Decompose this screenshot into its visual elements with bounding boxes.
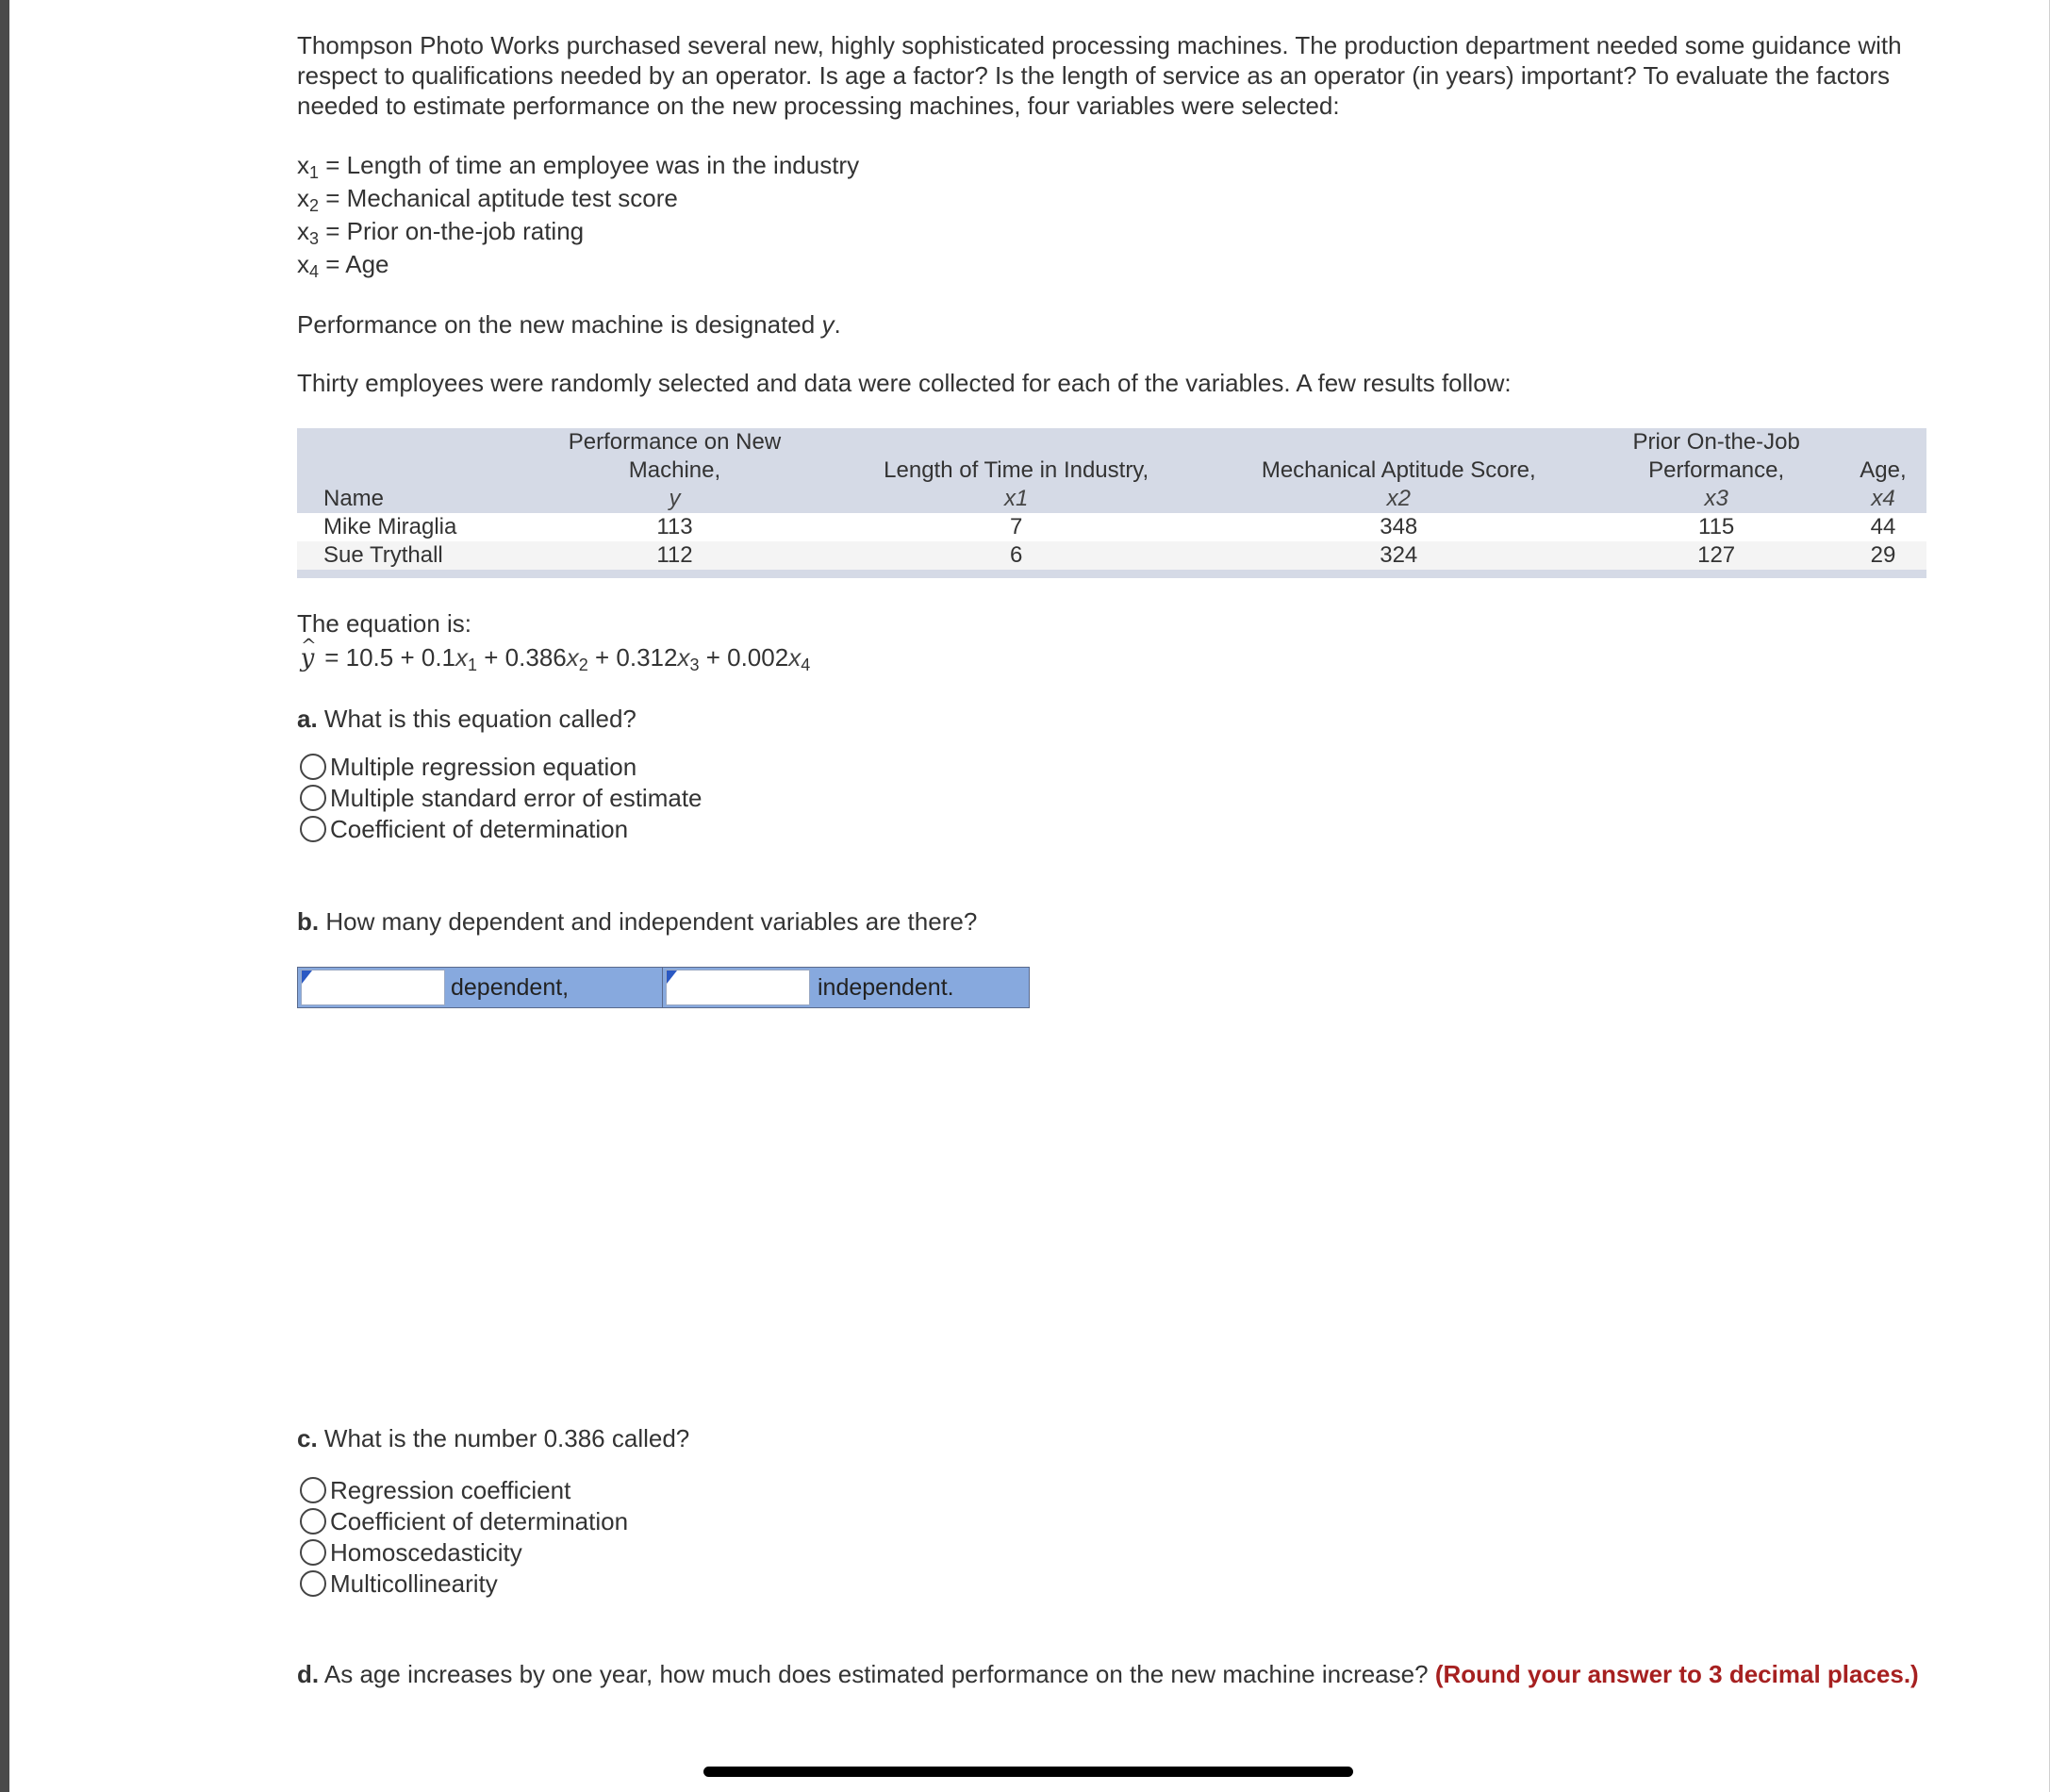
option-label: Homoscedasticity (330, 1537, 522, 1567)
question-b-letter: b. (297, 907, 320, 936)
variable-x3 (297, 215, 1928, 248)
variable-x2 (297, 182, 1928, 215)
table-footer-bar (297, 570, 1926, 578)
question-content (297, 30, 1928, 1689)
cell-name: Mike Miraglia (323, 514, 457, 539)
question-a-options (297, 751, 1928, 844)
table-row (297, 541, 1926, 570)
table-header-row (297, 428, 1926, 513)
performance-variable: y (821, 310, 835, 339)
option-homoscedasticity[interactable] (297, 1536, 1928, 1568)
header-age (1840, 428, 1926, 513)
horizontal-scrollbar[interactable] (703, 1767, 1353, 1777)
header-length-label: Length of Time in Industry, (884, 457, 1149, 483)
question-a-text: What is this equation called? (323, 705, 636, 733)
variable-x1 (297, 149, 1928, 182)
intro-paragraph: Thompson Photo Works purchased several new, highly sophisticated processing machines. The production department needed some guidance with respect to qualifications needed by an operator. Is age a factor? Is the length of service as an operator (in years) important? To evaluate the factors needed to estimate performance on the new processing machines, four variables were selected: (297, 31, 1902, 120)
header-prior-line1: Prior On-the-Job (1632, 429, 1800, 455)
option-coefficient-of-determination[interactable] (297, 813, 1928, 844)
cell-prior: 115 (1698, 514, 1735, 539)
header-age-symbol: x4 (1871, 486, 1895, 511)
header-mechanical-label: Mechanical Aptitude Score, (1261, 457, 1536, 483)
variable-symbol: x (297, 184, 309, 212)
radio-button[interactable] (300, 1477, 326, 1503)
radio-button[interactable] (300, 1508, 326, 1535)
variable-definitions (297, 149, 1928, 281)
sample-sentence: Thirty employees were randomly selected and data were collected for each of the variables. A few results follow: (297, 369, 1512, 397)
header-name (297, 428, 521, 513)
cell-length: 7 (1010, 514, 1023, 539)
performance-sentence (297, 309, 1928, 340)
equation-term: = 10.5 + 0.1 (324, 643, 456, 672)
variable-symbol: x (297, 217, 309, 245)
variable-subscript: 2 (309, 196, 320, 215)
answer-divider (662, 968, 663, 1007)
header-performance-line1: Performance on New (568, 429, 782, 455)
header-performance-line2: Machine, (628, 457, 721, 483)
option-regression-coefficient[interactable] (297, 1474, 1928, 1505)
header-length-symbol: x1 (1004, 486, 1029, 511)
question-a-letter: a. (297, 705, 318, 733)
equation-variable: x (455, 643, 469, 672)
equation-variable: x (788, 643, 802, 672)
performance-period: . (834, 310, 841, 339)
independent-count-input[interactable] (666, 970, 810, 1005)
radio-button[interactable] (300, 1570, 326, 1597)
question-b-text: How many dependent and independent variables are there? (325, 907, 978, 936)
option-multiple-standard-error[interactable] (297, 782, 1928, 813)
question-b (297, 906, 1928, 937)
option-multiple-regression-equation[interactable] (297, 751, 1928, 782)
variable-symbol: x (297, 250, 309, 278)
radio-button[interactable] (300, 785, 326, 811)
cell-mechanical: 324 (1380, 542, 1418, 568)
header-length (828, 428, 1204, 513)
option-label: Multiple regression equation (330, 752, 637, 781)
radio-button[interactable] (300, 816, 326, 842)
cell-length: 6 (1010, 542, 1023, 568)
cell-age: 44 (1870, 514, 1896, 539)
option-label: Multicollinearity (330, 1568, 498, 1598)
header-mechanical-symbol: x2 (1386, 486, 1411, 511)
employee-data-table (297, 428, 1926, 578)
question-d-rounding-note: (Round your answer to 3 decimal places.) (1434, 1660, 1919, 1688)
equation-term: + 0.386 (477, 643, 567, 672)
variable-symbol: x (297, 151, 309, 179)
question-c-text: What is the number 0.386 called? (323, 1424, 690, 1452)
header-age-label: Age, (1860, 457, 1907, 483)
question-d-letter: d. (297, 1660, 320, 1688)
header-prior (1593, 428, 1840, 513)
variable-description: = Length of time an employee was in the industry (325, 151, 860, 179)
equation-term: + 0.312 (587, 643, 678, 672)
cell-name: Sue Trythall (323, 542, 443, 568)
equation-label: The equation is: (297, 609, 472, 638)
table-row (297, 513, 1926, 541)
variable-description: = Age (325, 250, 389, 278)
variable-subscript: 4 (309, 262, 320, 281)
question-b-answer-row (297, 967, 1030, 1008)
equation-block (297, 606, 1928, 675)
equation-subscript: 4 (801, 655, 811, 674)
variable-subscript: 3 (309, 229, 320, 248)
header-mechanical (1204, 428, 1593, 513)
independent-label: independent. (818, 974, 954, 1001)
equation-subscript: 3 (689, 655, 700, 674)
question-c (297, 1423, 1928, 1453)
header-prior-line2: Performance, (1648, 457, 1785, 483)
option-label: Regression coefficient (330, 1475, 571, 1504)
equation-subscript: 1 (468, 655, 478, 674)
radio-button[interactable] (300, 1539, 326, 1566)
cell-performance: 113 (656, 514, 693, 539)
variable-description: = Mechanical aptitude test score (325, 184, 678, 212)
cell-prior: 127 (1697, 542, 1736, 568)
question-c-letter: c. (297, 1424, 318, 1452)
dependent-count-input[interactable] (301, 970, 445, 1005)
header-name-label: Name (323, 486, 385, 511)
question-a (297, 704, 1928, 734)
option-label: Coefficient of determination (330, 1506, 629, 1535)
radio-button[interactable] (300, 754, 326, 780)
cell-performance: 112 (656, 542, 693, 568)
cell-mechanical: 348 (1380, 514, 1418, 539)
header-prior-symbol: x3 (1704, 486, 1728, 511)
option-coefficient-of-determination[interactable] (297, 1505, 1928, 1536)
equation-term: + 0.002 (699, 643, 789, 672)
option-label: Multiple standard error of estimate (330, 783, 703, 812)
option-multicollinearity[interactable] (297, 1568, 1928, 1599)
regression-equation (297, 640, 1928, 675)
cell-age: 29 (1870, 542, 1896, 568)
question-d (297, 1659, 1928, 1689)
dependent-label: dependent, (451, 974, 570, 1001)
question-d-text: As age increases by one year, how much does estimated performance on the new machine increase? (323, 1660, 1429, 1688)
variable-x4 (297, 248, 1928, 281)
equation-variable: x (677, 643, 690, 672)
option-label: Coefficient of determination (330, 814, 629, 843)
window-edge-left (0, 0, 9, 1792)
equation-variable: x (566, 643, 579, 672)
header-performance-symbol: y (669, 486, 681, 511)
performance-text: Performance on the new machine is designated (297, 310, 816, 339)
equation-subscript: 2 (578, 655, 588, 674)
question-c-options (297, 1474, 1928, 1599)
variable-description: = Prior on-the-job rating (325, 217, 585, 245)
header-performance (521, 428, 828, 513)
variable-subscript: 1 (309, 163, 320, 182)
y-hat-symbol: ^ y (297, 641, 318, 675)
